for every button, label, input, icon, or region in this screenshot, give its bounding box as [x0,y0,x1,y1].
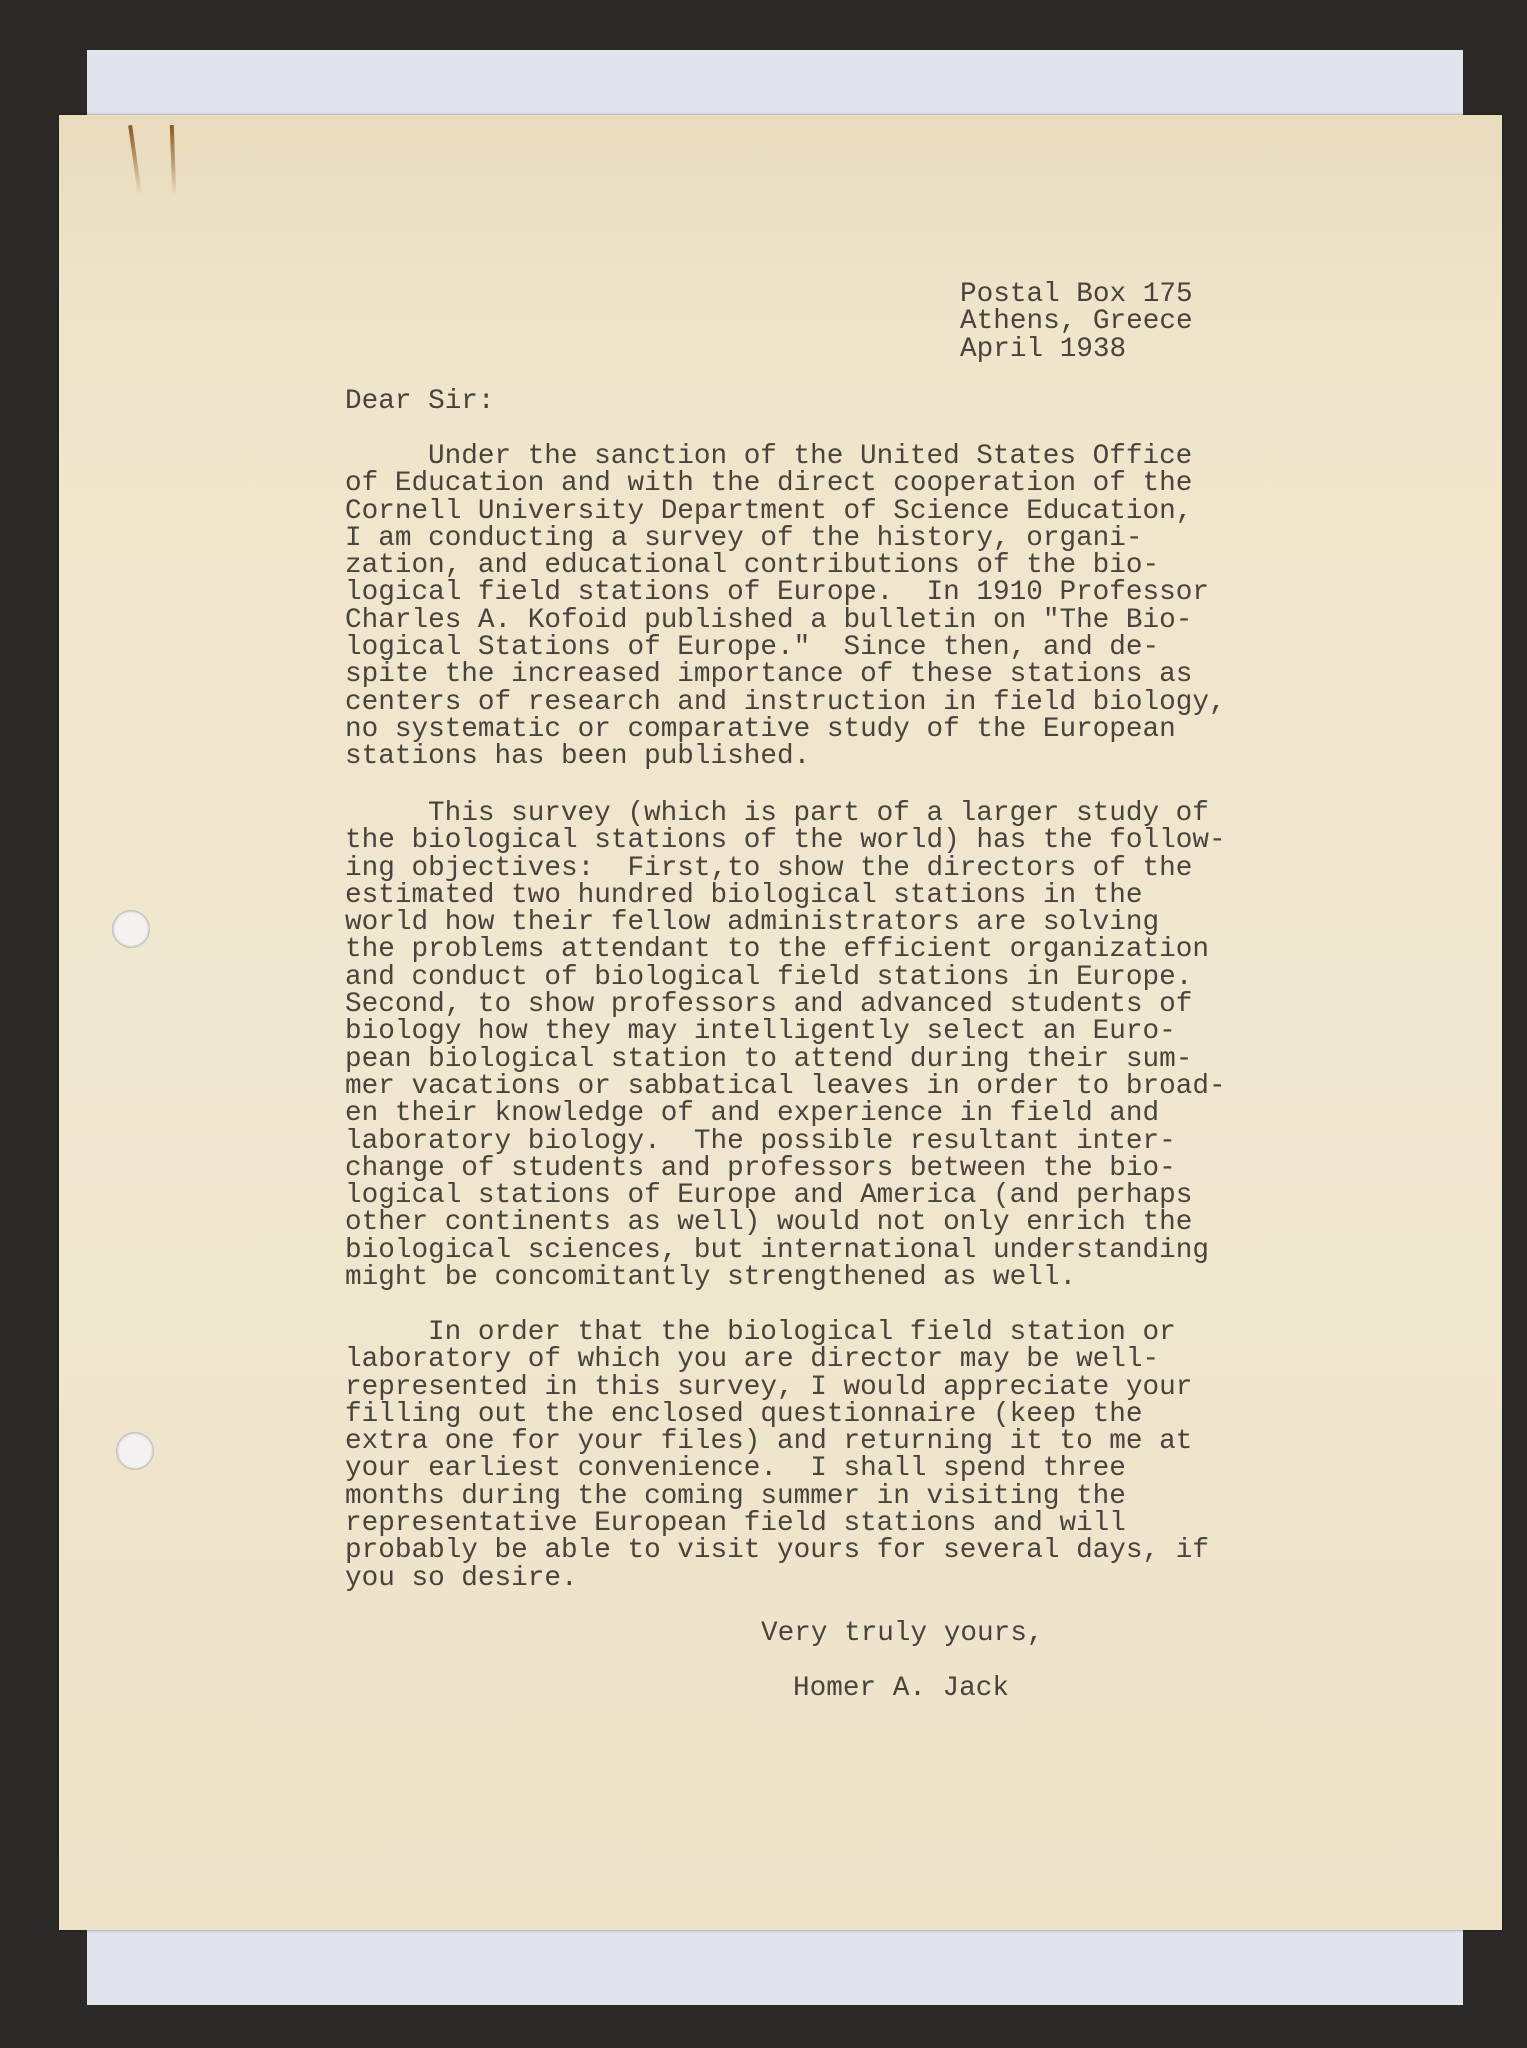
closing: Very truly yours, [761,1618,1044,1649]
sender-address [960,281,1193,363]
paragraph-3: In order that the biological field station or laboratory of which you are director may be well- represented in this survey, I would appreciate your filling out the enclosed questionnaire (keep the extra one for your files) and returning it to me at your earliest convenience. I shall spend three months during the coming summer in visiting the representative European field stations and will probably be able to visit yours for several days, if you so desire. [345,1317,1209,1594]
paragraph-2: This survey (which is part of a larger study of the biological stations of the world) has the follow- ing objectives: First,to show the directors of the estimated two hundred biological stations in the world how their fellow administrators are solving the problems attendant to the efficient organization and conduct of biological field stations in Europe. Second, to show professors and advanced students of biology how they may intelligently select an Euro- pean biological station to attend during their sum- mer vacations or sabbatical leaves in order to broad- en their knowledge of and experience in field and laboratory biology. The possible resultant inter- change of students and professors between the bio- logical stations of Europe and America (and perhaps other continents as well) would not only enrich the biological sciences, but international understanding might be concomitantly strengthened as well. [345,798,1226,1294]
address-line: Athens, Greece [960,306,1193,338]
punch-hole [112,910,150,948]
rust-stain [170,125,176,195]
salutation: Dear Sir: [345,386,495,417]
rust-stain [128,125,142,195]
paragraph-1: Under the sanction of the United States Office of Education and with the direct cooperation of the Cornell University Department of Science Education, I am conducting a survey of the history, organi- zation, and educational contributions of the bio- logical field stations of Europe. In 1910 Professor Charles A. Kofoid published a bulletin on "The Bio- logical Stations of Europe." Since then, and de- spite the increased importance of these stations as centers of research and instruction in field biology, no systematic or comparative study of the European stations has been published. [345,441,1226,773]
signature-name: Homer A. Jack [793,1673,1009,1704]
date-line: April 1938 [960,333,1127,365]
punch-hole [116,1432,154,1470]
address-line: Postal Box 175 [960,279,1193,310]
